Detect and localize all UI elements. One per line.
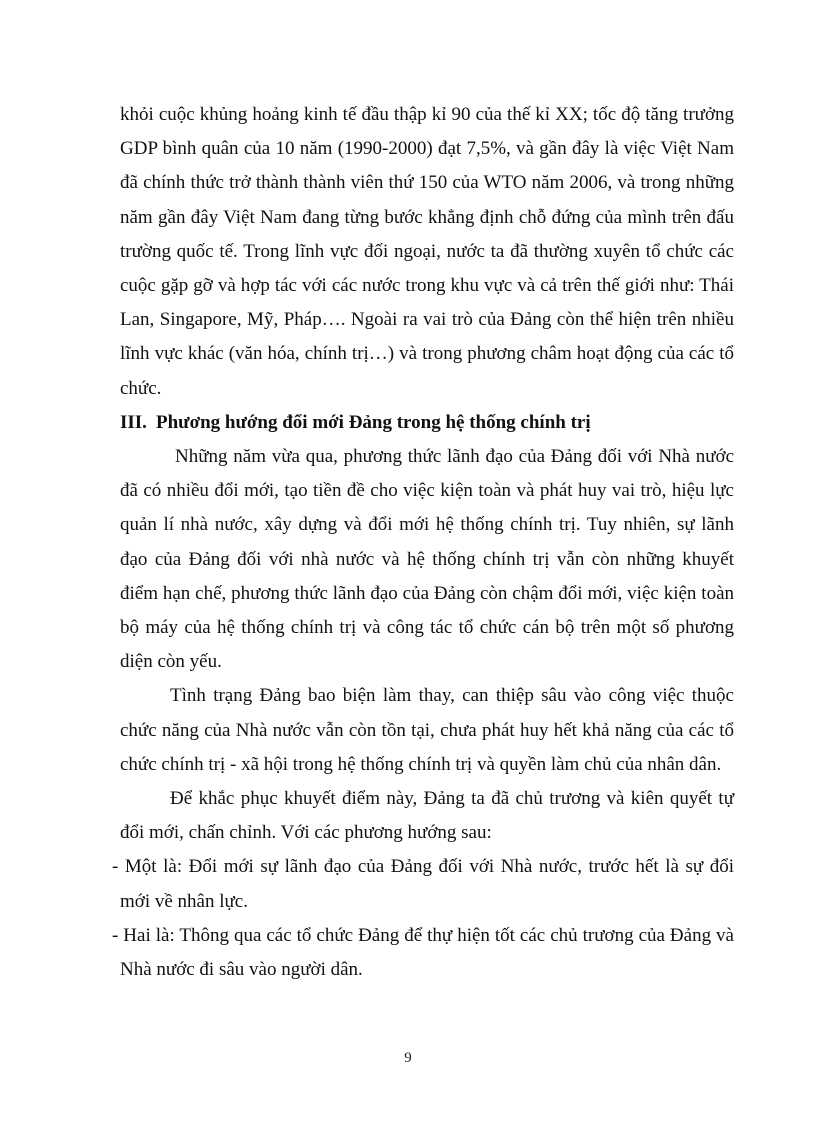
paragraph-2: Tình trạng Đảng bao biện làm thay, can thiệp sâu vào công việc thuộc chức năng của Nhà nước vẫn còn tồn tại, chưa phát huy hết khả năng của các tổ chức chính trị - xã hội trong hệ thống chính trị và quyền làm chủ của nhân dân. <box>120 685 734 775</box>
paragraph-3: Để khắc phục khuyết điểm này, Đảng ta đã chủ trương và kiên quyết tự đổi mới, chấn chỉnh. Với các phương hướng sau: <box>120 788 734 844</box>
section-heading <box>120 406 734 440</box>
paragraph-1: Những năm vừa qua, phương thức lãnh đạo của Đảng đối với Nhà nước đã có nhiều đổi mới, tạo tiền đề cho việc kiện toàn và phát huy vai trò, hiệu lực quản lí nhà nước, xây dựng và đổi mới hệ thống chính trị. Tuy nhiên, sự lãnh đạo của Đảng đối với nhà nước và hệ thống chính trị vẫn còn những khuyết điểm hạn chế, phương thức lãnh đạo của Đảng còn chậm đổi mới, việc kiện toàn bộ máy của hệ thống chính trị và công tác tổ chức cán bộ trên một số phương diện còn yếu. <box>120 446 734 673</box>
continuation-paragraph: khỏi cuộc khủng hoảng kinh tế đầu thập kỉ 90 của thế kỉ XX; tốc độ tăng trưởng GDP bình quân của 10 năm (1990-2000) đạt 7,5%, và gần đây là việc Việt Nam đã chính thức trở thành thành viên thứ 150 của WTO năm 2006, và trong những năm gần đây Việt Nam đang từng bước khẳng định chỗ đứng của mình trên đấu trường quốc tế. Trong lĩnh vực đối ngoại, nước ta đã thường xuyên tổ chức các cuộc gặp gỡ và hợp tác với các nước trong khu vực và cả trên thế giới như: Thái Lan, Singapore, Mỹ, Pháp…. Ngoài ra vai trò của Đảng còn thể hiện trên nhiều lĩnh vực khác (văn hóa, chính trị…) và trong phương châm hoạt động của các tổ chức. <box>120 104 734 399</box>
bullet-item-2: - Hai là: Thông qua các tổ chức Đảng để thự hiện tốt các chủ trương của Đảng và Nhà nước đi sâu vào người dân. <box>112 924 734 981</box>
document-body <box>112 98 734 987</box>
section-title: Phương hướng đổi mới Đảng trong hệ thống chính trị <box>156 411 591 433</box>
page-number: 9 <box>404 1050 412 1066</box>
section-number: III. <box>120 411 147 433</box>
bullet-item-1: - Một là: Đổi mới sự lãnh đạo của Đảng đối với Nhà nước, trước hết là sự đổi mới về nhân lực. <box>112 856 734 912</box>
